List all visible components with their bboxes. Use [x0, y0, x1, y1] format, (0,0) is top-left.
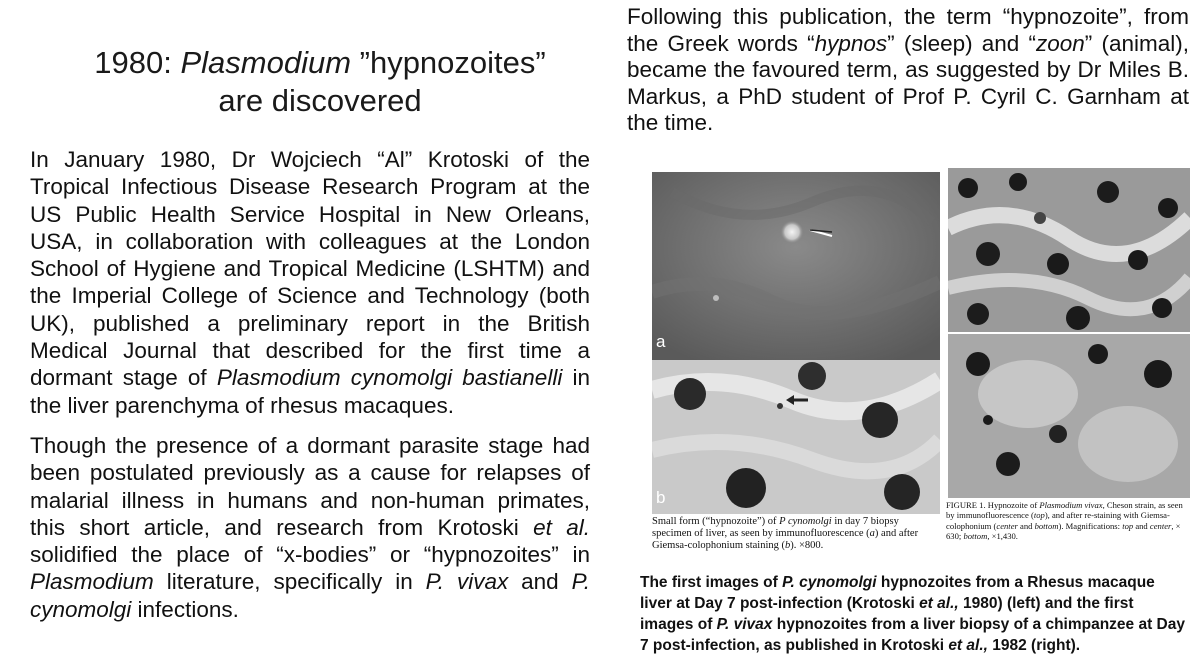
rp-hypnos: hypnos: [814, 30, 888, 56]
para2-vivax: P. vivax: [425, 569, 509, 595]
rp-text-c: ” (animal), became the favoured term, as suggested by Dr Miles B. Markus, a PhD student of Prof P. Cyril C. Garnham at the time.: [627, 30, 1189, 135]
title-rest: ”hypnozoites”: [351, 45, 546, 80]
paragraph-terminology: [627, 4, 1189, 137]
rcap-center: center: [996, 520, 1018, 531]
micrograph-panel-a: [652, 172, 940, 360]
lcap-c: ) and after Giemsa-colophonium staining (: [652, 528, 919, 551]
rcap-h: , ×1,430.: [987, 530, 1018, 541]
lcap-ib: b: [784, 540, 791, 551]
lcap-b: in day 7 biopsy specimen of liver, as seen by immunofluorescence (: [652, 516, 899, 539]
mcap-cyno: P. cynomolgi: [782, 574, 877, 591]
vivax-image-bottom: [948, 334, 1190, 498]
mcap-a: The first images of: [640, 574, 783, 591]
lcap-species: P cynomolgi: [779, 516, 832, 527]
para1-species: Plasmodium cynomolgi bastianelli: [216, 365, 563, 391]
main-figure-caption: [640, 572, 1185, 656]
rcap-c: ), and after re-staining with Giemsa-colophonium (: [946, 510, 1170, 531]
rcap-f: and: [1133, 520, 1150, 531]
title-year: 1980:: [94, 45, 181, 80]
rcap-bottom2: bottom: [963, 530, 988, 541]
rcap-top2: top: [1122, 520, 1134, 531]
immunofluorescence-image: [652, 172, 940, 360]
mcap-etal1: et al.,: [919, 595, 959, 612]
paragraph-significance: [30, 432, 590, 623]
micrograph-vivax-bottom: [948, 334, 1190, 498]
para1-text-a: In January 1980, Dr Wojciech “Al” Krotoski of the Tropical Infectious Disease Research Program at the US Public Health Service Hospital in New Orleans, USA, in collaboration with colleagues at the London School of Hygiene and Tropical Medicine (LSHTM) and the Imperial College of Science and Technology (both UK), published a preliminary report in the British Medical Journal that described for the first time a dormant stage of: [30, 147, 590, 391]
para1-text-b: in the liver parenchyma of rhesus macaques.: [30, 365, 591, 418]
rcap-bottom: bottom: [1034, 520, 1059, 531]
mcap-b: hypnozoites from a Rhesus macaque liver at Day 7 post-infection (Krotoski: [640, 574, 1155, 612]
para2-text-d: and: [508, 569, 572, 595]
micrograph-vivax-top: [948, 168, 1190, 332]
lcap-d: ). ×800.: [790, 540, 824, 551]
title-genus: Plasmodium: [180, 45, 352, 80]
micrograph-panel-b: [652, 360, 940, 514]
rcap-center2: center: [1149, 520, 1172, 531]
slide-title: [30, 44, 610, 120]
para2-text-b: solidified the place of “x-bodies” or “hypnozoites” in: [30, 542, 590, 568]
para2-text-a: Though the presence of a dormant parasite stage had been postulated previously as a cause for relapses of malarial illness in humans and non-human primates, this short article, and research from Krotoski: [30, 433, 590, 540]
rcap-a: FIGURE 1. Hypnozoite of: [946, 500, 1040, 510]
rcap-top: top: [1033, 510, 1045, 521]
lcap-a: Small form (“hypnozoite”) of: [652, 516, 780, 527]
mcap-d: hypnozoites from a liver biopsy of a chimpanzee at Day 7 post-infection, as published in Krotoski: [640, 616, 1185, 654]
paragraph-discovery: [30, 146, 590, 419]
mcap-c: 1980) (left) and the first images of: [640, 595, 1134, 633]
figure-caption-right: [946, 500, 1191, 541]
rcap-species: Plasmodium vivax: [1039, 500, 1103, 510]
rcap-d: and: [1017, 520, 1035, 531]
mcap-etal2: et al.,: [948, 637, 988, 654]
rcap-e: ). Magnifications:: [1058, 520, 1123, 531]
vivax-image-top: [948, 168, 1190, 332]
para2-text-e: infections.: [131, 596, 239, 622]
giemsa-image-b: [652, 360, 940, 514]
title-line2: are discovered: [218, 83, 422, 118]
lcap-ia: a: [869, 528, 875, 539]
para2-cyno: P. cynomolgi: [30, 569, 590, 622]
para2-genus: Plasmodium: [30, 569, 154, 595]
panel-label-b: b: [656, 488, 666, 507]
figure-caption-left: [652, 516, 940, 552]
rp-text-b: ” (sleep) and “: [887, 30, 1036, 56]
mcap-vivax: P. vivax: [716, 616, 773, 633]
para2-etal: et al.: [533, 514, 591, 540]
rcap-g: , × 630;: [946, 520, 1181, 541]
rp-text-a: Following this publication, the term “hypnozoite”, from the Greek words “: [627, 4, 1189, 56]
panel-label-a: a: [656, 332, 666, 351]
mcap-e: 1982 (right).: [987, 637, 1081, 654]
rp-zoon: zoon: [1036, 30, 1085, 56]
rcap-b: , Cheson strain, as seen by immunofluorescence (: [946, 500, 1183, 521]
para2-text-c: literature, specifically in: [153, 569, 426, 595]
